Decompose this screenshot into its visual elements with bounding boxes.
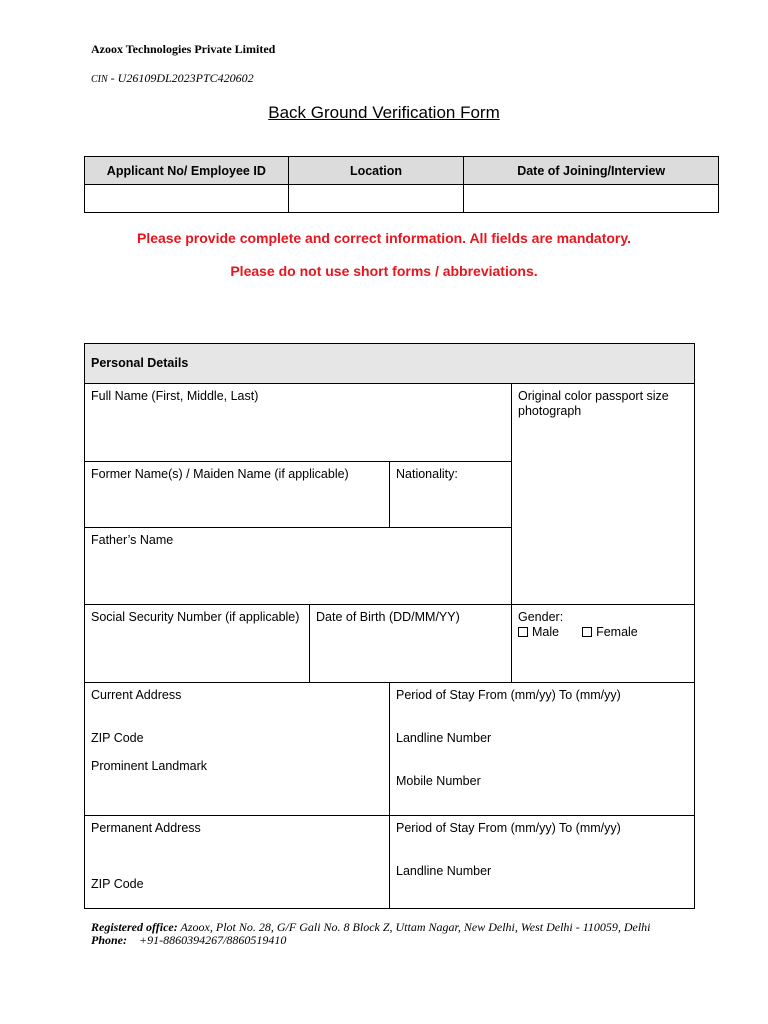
current-address-field[interactable] — [85, 683, 390, 816]
date-of-joining-header: Date of Joining/Interview — [464, 157, 719, 185]
phone-label: Phone: — [91, 933, 127, 947]
gender-options — [518, 625, 688, 640]
ssn-label: Social Security Number (if applicable) — [91, 610, 300, 624]
female-checkbox[interactable] — [582, 625, 638, 639]
mandatory-notice: Please provide complete and correct information. All fields are mandatory. — [136, 230, 632, 246]
location-header: Location — [288, 157, 464, 185]
dob-field[interactable] — [310, 605, 512, 683]
phone-number: +91-8860394267/8860519410 — [127, 933, 287, 947]
father-name-field[interactable] — [85, 528, 512, 605]
current-period-label: Period of Stay From (mm/yy) To (mm/yy) — [396, 688, 621, 702]
mobile-label: Mobile Number — [396, 774, 481, 788]
cin-line — [91, 71, 254, 86]
personal-details-heading: Personal Details — [85, 344, 695, 384]
location-field[interactable] — [288, 185, 464, 213]
registered-office-label: Registered office: — [91, 920, 178, 934]
photo-label: Original color passport size photograph — [518, 389, 669, 418]
abbreviation-notice: Please do not use short forms / abbreviations. — [230, 263, 538, 279]
former-name-field[interactable] — [85, 462, 390, 528]
permanent-address-label: Permanent Address — [91, 821, 201, 835]
current-zip-label: ZIP Code — [91, 731, 144, 745]
applicant-id-field[interactable] — [85, 185, 289, 213]
full-name-label: Full Name (First, Middle, Last) — [91, 389, 259, 403]
gender-label: Gender: — [518, 610, 564, 624]
nationality-label: Nationality: — [396, 467, 458, 481]
registered-office-address: Azoox, Plot No. 28, G/F Gali No. 8 Block Z, Uttam Nagar, New Delhi, West Delhi - 110059, Delhi — [177, 920, 651, 934]
personal-details-table — [84, 343, 695, 909]
nationality-field[interactable] — [390, 462, 512, 528]
cin-prefix: CIN — [91, 74, 108, 85]
phone-line — [91, 934, 691, 947]
current-address-label: Current Address — [91, 688, 182, 702]
footer — [91, 921, 691, 947]
female-label: Female — [596, 625, 638, 639]
ssn-field[interactable] — [85, 605, 310, 683]
checkbox-icon — [518, 627, 528, 637]
permanent-period-label: Period of Stay From (mm/yy) To (mm/yy) — [396, 821, 621, 835]
current-contact-field[interactable] — [390, 683, 695, 816]
company-name: Azoox Technologies Private Limited — [91, 42, 276, 56]
photo-box — [512, 384, 695, 605]
applicant-id-header: Applicant No/ Employee ID — [85, 157, 289, 185]
permanent-contact-field[interactable] — [390, 816, 695, 909]
current-landline-label: Landline Number — [396, 731, 492, 745]
landmark-label: Prominent Landmark — [91, 759, 208, 773]
cin-number: - U26109DL2023PTC420602 — [107, 71, 254, 85]
former-name-label: Former Name(s) / Maiden Name (if applicable) — [91, 467, 349, 481]
permanent-landline-label: Landline Number — [396, 864, 492, 878]
male-checkbox[interactable] — [518, 625, 559, 639]
permanent-zip-label: ZIP Code — [91, 877, 144, 891]
date-of-joining-field[interactable] — [464, 185, 719, 213]
male-label: Male — [532, 625, 560, 639]
checkbox-icon — [582, 627, 592, 637]
full-name-field[interactable] — [85, 384, 512, 462]
permanent-address-field[interactable] — [85, 816, 390, 909]
form-title: Back Ground Verification Form — [268, 103, 500, 122]
dob-label: Date of Birth (DD/MM/YY) — [316, 610, 460, 624]
applicant-info-table — [84, 156, 719, 213]
father-name-label: Father’s Name — [91, 533, 174, 547]
gender-field — [512, 605, 695, 683]
